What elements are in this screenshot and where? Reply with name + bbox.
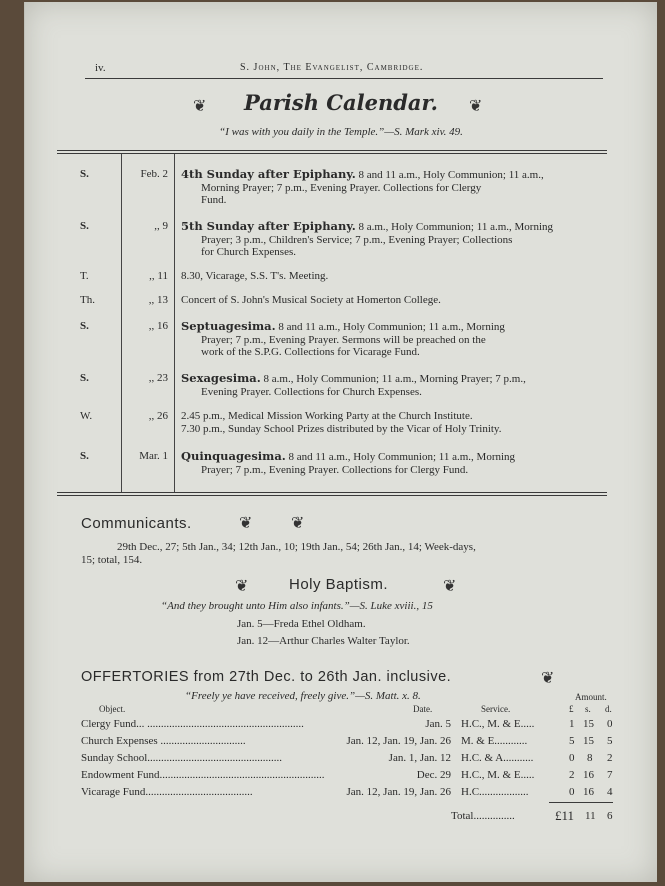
offertory-shillings: 16	[583, 769, 594, 781]
offertory-shillings: 16	[583, 786, 594, 798]
offertory-pence: 5	[607, 735, 613, 747]
offertory-pounds: 0	[569, 752, 575, 764]
entry-heading: Sexagesima.	[181, 371, 261, 385]
offertory-shillings: 15	[583, 735, 594, 747]
offertory-service: H.C..................	[461, 786, 529, 798]
entry-text: 8 and 11 a.m., Holy Communion; 11 a.m., Morning	[278, 321, 505, 333]
offertory-date: Jan. 12, Jan. 19, Jan. 26	[346, 735, 451, 747]
entry-date: Feb. 2	[140, 168, 168, 180]
entry-description	[181, 320, 611, 359]
offertory-pounds: 2	[569, 769, 575, 781]
offertory-pounds: 5	[569, 735, 575, 747]
column-header-shillings: s.	[585, 704, 591, 714]
entry-day: S.	[80, 168, 89, 180]
baptism-motto: “And they brought unto Him also infants.”—S. Luke xviii., 15	[161, 600, 433, 612]
calendar-rule-bottom2	[57, 495, 607, 496]
fleuron-icon: ❦	[291, 515, 305, 532]
offertory-service: H.C., M. & E.....	[461, 718, 535, 730]
entry-day: T.	[80, 270, 89, 282]
offertory-pounds: 1	[569, 718, 575, 730]
offertory-shillings: 15	[583, 718, 594, 730]
offertory-service: H.C., M. & E.....	[461, 769, 535, 781]
offertories-title: OFFERTORIES from 27th Dec. to 26th Jan. inclusive.	[81, 669, 452, 685]
entry-description	[181, 168, 611, 207]
entry-text: 2.45 p.m., Medical Mission Working Party at the Church Institute.	[181, 410, 473, 422]
offertory-date: Dec. 29	[416, 769, 451, 781]
offertory-service: H.C. & A...........	[461, 752, 534, 764]
entry-description	[181, 270, 611, 283]
entry-text: 8 and 11 a.m., Holy Communion; 11 a.m.,	[358, 169, 544, 181]
baptism-entry: Jan. 5—Freda Ethel Oldham.	[237, 618, 366, 630]
running-title: S. John, The Evangelist, Cambridge.	[240, 62, 424, 73]
page	[24, 2, 657, 882]
entry-date: ,, 16	[148, 320, 168, 332]
baptism-entry: Jan. 12—Arthur Charles Walter Taylor.	[237, 635, 410, 647]
entry-date: Mar. 1	[139, 450, 168, 462]
column-divider	[174, 154, 175, 492]
offertory-pence: 2	[607, 752, 613, 764]
entry-date: ,, 9	[154, 220, 168, 232]
entry-date: ,, 26	[148, 410, 168, 422]
offertory-pounds: 0	[569, 786, 575, 798]
fleuron-icon: ❦	[541, 670, 555, 687]
entry-heading: Quinquagesima.	[181, 449, 286, 463]
offertory-pence: 4	[607, 786, 613, 798]
entry-text: 8.30, Vicarage, S.S. T's. Meeting.	[181, 270, 329, 282]
total-rule	[549, 802, 613, 803]
total-label: Total...............	[451, 810, 515, 822]
fleuron-icon: ❦	[239, 515, 253, 532]
entry-description	[181, 294, 611, 307]
calendar-rule-top	[57, 150, 607, 151]
entry-text: 8 a.m., Holy Communion; 11 a.m., Morning	[358, 221, 554, 233]
column-header-pence: d.	[605, 704, 612, 714]
entry-text: Prayer; 7 p.m., Evening Prayer. Sermons will be preached on the	[201, 333, 486, 346]
calendar-title: Parish Calendar.	[244, 90, 438, 115]
entry-day: S.	[80, 450, 89, 462]
entry-heading: 4th Sunday after Epiphany.	[181, 167, 356, 181]
entry-text: for Church Expenses.	[201, 246, 297, 258]
fleuron-icon: ❦	[443, 578, 457, 595]
offertory-date: Jan. 1, Jan. 12	[388, 752, 451, 764]
entry-description	[181, 410, 611, 435]
entry-heading: Septuagesima.	[181, 319, 276, 333]
calendar-rule-bottom	[57, 492, 607, 493]
entry-date: ,, 11	[149, 270, 168, 282]
total-pounds: £11	[555, 808, 575, 823]
column-divider	[121, 154, 122, 492]
offertory-date: Jan. 5	[425, 718, 451, 730]
entry-text: 7.30 p.m., Sunday School Prizes distributed by the Vicar of Holy Trinity.	[181, 422, 502, 435]
baptism-title: Holy Baptism.	[289, 576, 389, 593]
entry-text: Prayer; 7 p.m., Evening Prayer. Collections for Clergy Fund.	[201, 463, 469, 476]
entry-day: W.	[80, 410, 93, 422]
fleuron-icon: ❦	[469, 98, 483, 115]
entry-description	[181, 372, 611, 398]
entry-description	[181, 450, 611, 476]
offertory-object: Church Expenses ...............................	[81, 735, 246, 747]
column-header-object: Object.	[99, 704, 126, 714]
total-shillings: 11	[585, 810, 596, 822]
entry-date: ,, 13	[148, 294, 168, 306]
entry-description	[181, 220, 611, 259]
entry-text: Concert of S. John's Musical Society at Homerton College.	[181, 294, 441, 306]
entry-date: ,, 23	[148, 372, 168, 384]
entry-text: 8 a.m., Holy Communion; 11 a.m., Morning Prayer; 7 p.m.,	[263, 373, 526, 385]
offertory-service: M. & E............	[461, 735, 528, 747]
entry-text: 8 and 11 a.m., Holy Communion; 11 a.m., Morning	[288, 451, 516, 463]
communicants-title: Communicants.	[81, 515, 192, 532]
communicants-line: 15; total, 154.	[81, 554, 143, 566]
calendar-motto: “I was with you daily in the Temple.”—S. Mark xiv. 49.	[219, 126, 463, 138]
entry-heading: 5th Sunday after Epiphany.	[181, 219, 356, 233]
offertory-shillings: 8	[587, 752, 593, 764]
offertory-object: Sunday School.................................................	[81, 752, 283, 764]
entry-day: S.	[80, 220, 89, 232]
total-pence: 6	[607, 810, 613, 822]
column-header-amount: Amount.	[575, 692, 607, 702]
entry-day: S.	[80, 372, 89, 384]
offertory-object: Endowment Fund............................................................	[81, 769, 325, 781]
offertory-pence: 0	[607, 718, 613, 730]
fleuron-icon: ❦	[193, 98, 207, 115]
page-number: iv.	[95, 62, 106, 74]
offertories-motto: “Freely ye have received, freely give.”—S. Matt. x. 8.	[185, 690, 421, 702]
calendar-rule-top2	[57, 153, 607, 154]
entry-text: work of the S.P.G. Collections for Vicarage Fund.	[201, 346, 420, 358]
entry-day: Th.	[80, 294, 95, 306]
communicants-line: 29th Dec., 27; 5th Jan., 34; 12th Jan., 10; 19th Jan., 54; 26th Jan., 14; Week-days,	[117, 541, 476, 553]
column-header-pounds: £	[569, 704, 574, 714]
offertory-date: Jan. 12, Jan. 19, Jan. 26	[346, 786, 451, 798]
offertory-object: Clergy Fund... .........................................................	[81, 718, 304, 730]
entry-text: Prayer; 3 p.m., Children's Service; 7 p.m., Evening Prayer; Collections	[201, 233, 513, 246]
offertory-pence: 7	[607, 769, 613, 781]
entry-text: Evening Prayer. Collections for Church Expenses.	[201, 385, 422, 398]
column-header-date: Date.	[413, 704, 433, 714]
entry-text: Morning Prayer; 7 p.m., Evening Prayer. Collections for Clergy	[201, 181, 482, 194]
offertory-object: Vicarage Fund.......................................	[81, 786, 253, 798]
fleuron-icon: ❦	[235, 578, 249, 595]
header-rule	[85, 78, 603, 79]
entry-text: Fund.	[201, 194, 227, 206]
entry-day: S.	[80, 320, 89, 332]
column-header-service: Service.	[481, 704, 511, 714]
